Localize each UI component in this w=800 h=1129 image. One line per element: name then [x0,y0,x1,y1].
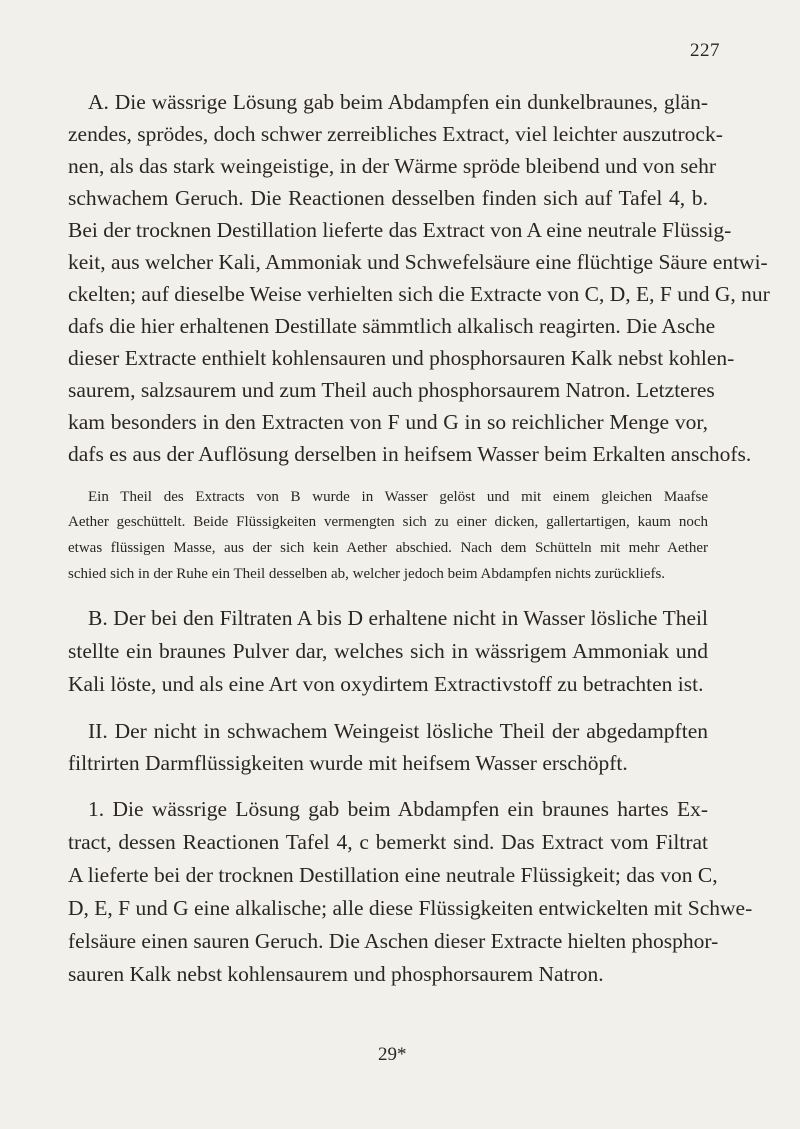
text-line: Kali löste, und als eine Art von oxydirtem Extractivstoff zu betrachten ist. [68,672,704,696]
text-line: saurem, salzsaurem und zum Theil auch phosphorsaurem Natron. Letzteres [68,378,715,402]
text-line: zendes, sprödes, doch schwer zerreibliches Extract, viel leichter auszutrock- [68,122,723,146]
text-line: B. Der bei den Filtraten A bis D erhaltene nicht in Wasser lösliche Theil [88,606,708,630]
text-line: filtrirten Darmflüssigkeiten wurde mit heifsem Wasser erschöpft. [68,751,628,775]
text-line: schwachem Geruch. Die Reactionen desselben finden sich auf Tafel 4, b. [68,186,708,210]
text-line: Bei der trocknen Destillation lieferte das Extract von A eine neutrale Flüssig- [68,218,732,242]
text-line: kam besonders in den Extracten von F und G in so reichlicher Menge vor, [68,410,708,434]
text-line: A. Die wässrige Lösung gab beim Abdampfen ein dunkelbraunes, glän- [88,90,708,114]
text-line: nen, als das stark weingeistige, in der Wärme spröde bleibend und von sehr [68,154,717,178]
text-line: dieser Extracte enthielt kohlensauren und phosphorsauren Kalk nebst kohlen- [68,346,735,370]
text-line: felsäure einen sauren Geruch. Die Aschen dieser Extracte hielten phosphor- [68,929,719,953]
text-line: ckelten; auf dieselbe Weise verhielten sich die Extracte von C, D, E, F und G, nur [68,282,770,306]
text-line: D, E, F und G eine alkalische; alle diese Flüssigkeiten entwickelten mit Schwe- [68,896,753,920]
text-line: sauren Kalk nebst kohlensaurem und phosphorsaurem Natron. [68,962,604,986]
text-line: stellte ein braunes Pulver dar, welches sich in wässrigem Ammoniak und [68,639,708,663]
note-line: Ein Theil des Extracts von B wurde in Wasser gelöst und mit einem gleichen Maafse [88,489,708,505]
text-line: tract, dessen Reactionen Tafel 4, c bemerkt sind. Das Extract vom Filtrat [68,830,708,854]
signature-mark: 29* [378,1044,407,1065]
note-line: schied sich in der Ruhe ein Theil desselben ab, welcher jedoch beim Abdampfen nichts zurückliefs. [68,566,666,582]
text-line: II. Der nicht in schwachem Weingeist lösliche Theil der abgedampften [88,719,708,743]
text-line: keit, aus welcher Kali, Ammoniak und Schwefelsäure eine flüchtige Säure entwi- [68,250,768,274]
text-line: A lieferte bei der trocknen Destillation eine neutrale Flüssigkeit; das von C, [68,863,718,887]
note-line: Aether geschüttelt. Beide Flüssigkeiten vermengten sich zu einer dicken, gallertartigen, kaum noch [68,514,708,530]
text-line: 1. Die wässrige Lösung gab beim Abdampfen ein braunes hartes Ex- [88,797,708,821]
text-line: dafs die hier erhaltenen Destillate sämmtlich alkalisch reagirten. Die Asche [68,314,716,338]
note-line: etwas flüssigen Masse, aus der sich kein Aether abschied. Nach dem Schütteln mit mehr Aether [68,540,708,556]
page-number: 227 [690,40,720,61]
text-line: dafs es aus der Auflösung derselben in heifsem Wasser beim Erkalten anschofs. [68,442,752,466]
